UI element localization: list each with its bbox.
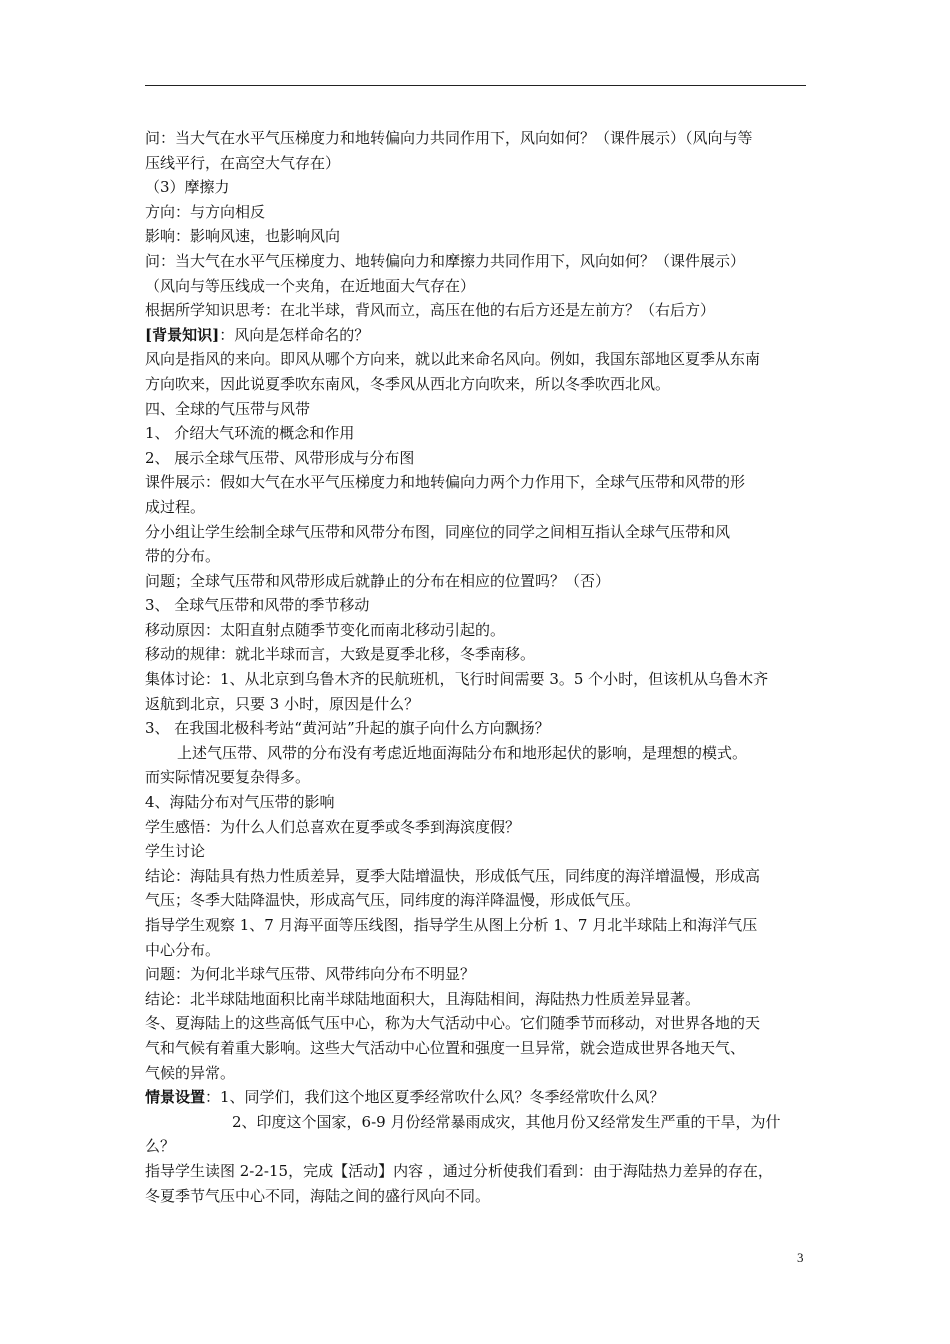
line-text: 风向是指风的来向。即风从哪个方向来，就以此来命名风向。例如，我国东部地区夏季从东南 [145,350,761,369]
text-line [145,151,810,176]
line-text: 根据所学知识思考：在北半球，背风而立，高压在他的右后方还是左前方？（右后方） [145,301,716,320]
line-text: 分小组让学生绘制全球气压带和风带分布图，同座位的同学之间相互指认全球气压带和风 [145,522,731,541]
line-text: 4、海陆分布对气压带的影响 [145,793,335,812]
line-text: 影响：影响风速，也影响风向 [145,227,341,246]
text-line [145,421,810,446]
line-text: 压线平行，在高空大气存在） [145,153,341,172]
line-text: 问：当大气在水平气压梯度力、地转偏向力和摩擦力共同作用下，风向如何？（课件展示） [145,251,746,270]
text-line [145,913,810,938]
line-text: 学生讨论 [145,842,206,861]
text-line [145,667,810,692]
text-line [145,544,810,569]
text-line [145,446,810,471]
text-line [145,790,810,815]
line-text: 问题；全球气压带和风带形成后就静止的分布在相应的位置吗？（否） [145,571,611,590]
line-text: 问：当大气在水平气压梯度力和地转偏向力共同作用下，风向如何？（课件展示）（风向与等 [145,129,753,147]
line-text: （风向与等压线成一个夹角，在近地面大气存在） [145,276,476,295]
line-text: 四、全球的气压带与风带 [145,399,311,418]
text-line [145,200,810,225]
text-line [145,347,810,372]
text-line [145,864,810,889]
page-number: 3 [797,1250,804,1265]
text-line [145,593,810,618]
text-line [145,962,810,987]
line-text: 3、 全球气压带和风带的季节移动 [145,596,370,615]
text-line [145,495,810,520]
line-text: 2、印度这个国家，6-9 月份经常暴雨成灾，其他月份又经常发生严重的干旱，为什 [232,1112,781,1131]
text-line [145,1011,810,1036]
text-line [145,1159,810,1184]
text-line [145,642,810,667]
line-text: 方向：与方向相反 [145,202,266,221]
line-text: 气候的异常。 [145,1063,236,1082]
line-text: 结论：北半球陆地面积比南半球陆地面积大，且海陆相间，海陆热力性质差异显著。 [145,989,701,1008]
line-text: 2、 展示全球气压带、风带形成与分布图 [145,448,415,467]
line-text: 课件展示：假如大气在水平气压梯度力和地转偏向力两个力作用下，全球气压带和风带的形 [145,473,746,492]
section-label: 情景设置 [145,1088,206,1107]
text-line [145,470,810,495]
line-text: ：1、同学们，我们这个地区夏季经常吹什么风？冬季经常吹什么风？ [205,1088,665,1107]
line-text: 结论：海陆具有热力性质差异，夏季大陆增温快，形成低气压，同纬度的海洋增温慢，形成高 [145,866,761,885]
line-text: ：风向是怎样命名的？ [219,325,370,344]
line-text: 上述气压带、风带的分布没有考虑近地面海陆分布和地形起伏的影响，是理想的模式。 [177,743,748,762]
text-line [145,1085,810,1110]
line-text: 学生感悟：为什么人们总喜欢在夏季或冬季到海滨度假？ [145,817,521,836]
line-text: 1、 介绍大气环流的概念和作用 [145,424,355,443]
line-text: 冬、夏海陆上的这些高低气压中心，称为大气活动中心。它们随季节而移动，对世界各地的天 [145,1014,761,1033]
text-line [145,716,810,741]
text-line [145,1036,810,1061]
text-line [145,249,810,274]
text-line [145,298,810,323]
section-label: [背景知识] [145,325,220,344]
line-text: 气和气候有着重大影响。这些大气活动中心位置和强度一旦异常，就会造成世界各地天气、 [145,1038,746,1057]
text-line [145,839,810,864]
line-text: 成过程。 [145,497,206,516]
line-text: 集体讨论：1、从北京到乌鲁木齐的民航班机，飞行时间需要 3。5 个小时，但该机从乌鲁木齐 [145,670,769,689]
line-text: 返航到北京，只要 3 小时，原因是什么？ [145,694,420,713]
text-line [145,1061,810,1086]
text-line [145,741,810,766]
text-line [145,765,810,790]
text-line [145,372,810,397]
text-line [145,987,810,1012]
line-text: 指导学生观察 1、7 月海平面等压线图，指导学生从图上分析 1、7 月北半球陆上和海洋气压 [145,916,758,934]
line-text: （3）摩擦力 [145,178,230,197]
text-line [145,274,810,299]
line-text: 气压；冬季大陆降温快，形成高气压，同纬度的海洋降温慢，形成低气压。 [145,891,641,910]
text-line [145,618,810,643]
text-line [145,224,810,249]
line-text: 带的分布。 [145,547,221,566]
text-line [145,1184,810,1209]
line-text: 指导学生读图 2-2-15，完成【活动】内容 ，通过分析使我们看到：由于海陆热力差异的存在， [145,1161,773,1180]
line-text: 问题：为何北半球气压带、风带纬向分布不明显？ [145,965,476,984]
text-line [145,323,810,348]
text-line [145,1134,810,1159]
text-line [145,1110,810,1135]
text-line [145,938,810,963]
text-line [145,397,810,422]
text-line [145,520,810,545]
text-line [145,569,810,594]
text-line [145,126,810,151]
line-text: 而实际情况要复杂得多。 [145,768,311,787]
text-line [145,815,810,840]
line-text: 冬夏季节气压中心不同，海陆之间的盛行风向不同。 [145,1186,491,1205]
line-text: 移动的规律：就北半球而言，大致是夏季北移，冬季南移。 [145,645,536,664]
text-line [145,888,810,913]
header-rule [145,85,806,86]
line-text: 方向吹来，因此说夏季吹东南风，冬季风从西北方向吹来，所以冬季吹西北风。 [145,374,671,393]
line-text: 么？ [145,1137,176,1156]
document-body [145,126,810,1208]
line-text: 移动原因：太阳直射点随季节变化而南北移动引起的。 [145,620,506,639]
line-text: 中心分布。 [145,940,221,959]
line-text: 3、 在我国北极科考站“黄河站”升起的旗子向什么方向飘扬？ [145,719,550,738]
text-line [145,175,810,200]
text-line [145,692,810,717]
